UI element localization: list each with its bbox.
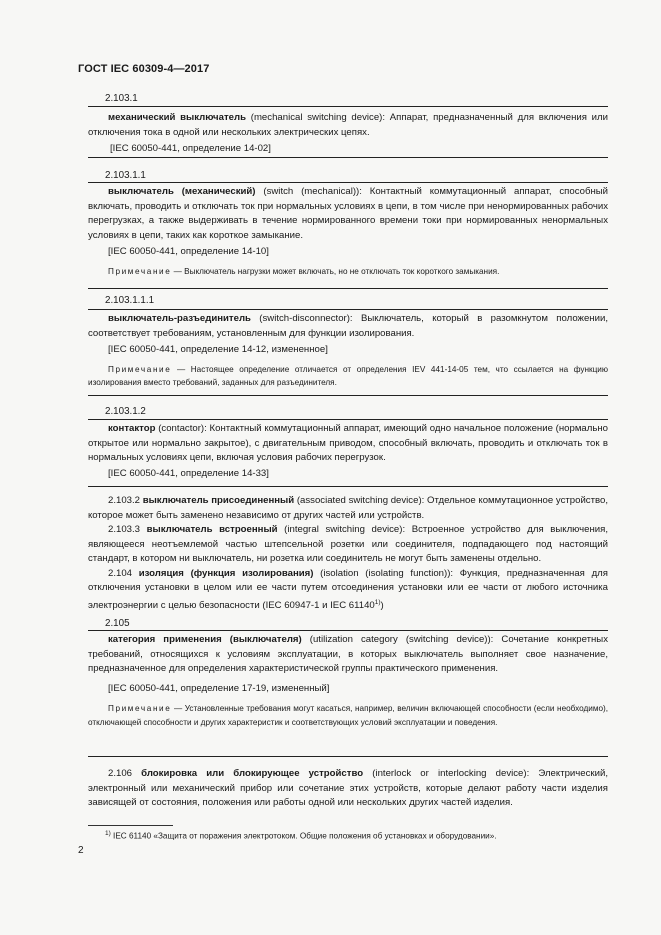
- clause-number: 2.105: [105, 618, 130, 629]
- footnote-mark: 1): [374, 598, 381, 606]
- note: Примечание — Установленные требования могут касаться, например, величин включающей способности (если необходимо), отключающей способности и других характеристик и соответствующих условий эксплуатации и поведения.: [88, 704, 608, 727]
- clause-number: 2.103.1.2: [105, 406, 146, 417]
- definition-box: [88, 182, 608, 289]
- definition-box: [88, 106, 608, 158]
- body-text: [88, 494, 608, 613]
- clause-number: 2.103.1.1: [105, 170, 146, 181]
- page-number: 2: [78, 845, 84, 856]
- body-text: [88, 767, 608, 811]
- source-reference: [IEC 60050-441, определение 14-12, измененное]: [108, 344, 328, 355]
- source-reference: [IEC 60050-441, определение 14-10]: [108, 246, 269, 257]
- source-reference: [IEC 60050-441, определение 17-19, измененный]: [108, 682, 330, 694]
- clause-number: 2.103.1: [105, 93, 138, 104]
- term: механический выключатель: [108, 112, 246, 123]
- definition-box: [88, 419, 608, 487]
- definition-text: контактор (contactor): Контактный коммутационный аппарат, имеющий одно начальное положение (нормально открытое или нормально закрытое), с двигательным приводом, способный включать, проводить и отключать ток в нормальных условиях цепи, включая условия рабочих перегрузок.: [88, 423, 608, 463]
- clause-number: 2.103.1.1.1: [105, 295, 155, 306]
- definition-box: [88, 630, 608, 757]
- note: Примечание — Выключатель нагрузки может включать, но не отключать ток короткого замыкания.: [108, 266, 500, 276]
- definition-text: категория применения (выключателя) (utilization category (switching device)): Сочетание конкретных требований, относящихся к условиям эксплуатации, в которых выключатель выполняет свое назначение, предназначенное для определения характеристической группы практического применения.: [88, 634, 608, 674]
- definition-paragraph: 2.103.3 выключатель встроенный (integral switching device): Встроенное устройство для выключения, являющееся неотъемлемой частью штепсельной розетки или соединителя, подпадающего под настоящий стандарт, в котором ни выключатель, ни розетка или соединитель не могут быть заменены отдельно.: [88, 524, 609, 564]
- definition-paragraph: 2.103.2 выключатель присоединенный (associated switching device): Отдельное коммутационное устройство, которое может быть заменено независимо от других частей или устройств.: [88, 495, 608, 521]
- term: выключатель-разъединитель: [108, 313, 251, 324]
- document-header: ГОСТ IEC 60309-4—2017: [78, 63, 210, 75]
- source-reference: [IEC 60050-441, определение 14-33]: [108, 467, 269, 479]
- definition-text: выключатель-разъединитель (switch-disconnector): Выключатель, который в разомкнутом положении, соответствует требованиям, установленным для функции изолирования.: [88, 313, 608, 339]
- footnote-divider: [88, 825, 173, 826]
- note: Примечание — Настоящее определение отличается от определения IEV 441-14-05 тем, что ссылается на функцию изолирования вместо требований, заданных для разъединителя.: [88, 364, 608, 387]
- definition-text: выключатель (механический) (switch (mechanical)): Контактный коммутационный аппарат, способный включать, проводить и отключать ток при нормальных условиях в цепи, в том числе при ненормированных рабочих перегрузках, а также выдерживать в течение нормированного времени токи при нормированных ненормальных условиях в цепи, таких как короткое замыкание.: [88, 186, 608, 241]
- definition-box: [88, 309, 608, 396]
- definition-paragraph: 2.104 изоляция (функция изолирования) (isolation (isolating function)): Функция, предназначенная для отключения установки в целом или ее части путем отсоединения установки или ее части от любого источника электроэнергии с целью безопасности (IEC 60947-1 и IEC 61140$^{1)}$): [88, 567, 608, 611]
- source-reference: [IEC 60050-441, определение 14-02]: [110, 143, 271, 154]
- term: контактор: [108, 423, 156, 434]
- definition-text: механический выключатель (mechanical switching device): Аппарат, предназначенный для включения или отключения тока в одной или нескольких электрических цепях.: [88, 112, 608, 138]
- definition-paragraph: 2.106 блокировка или блокирующее устройство (interlock or interlocking device): Электрический, электронный или механический прибор или сочетание этих устройств, которые делают работу части изделия зависящей от состояния, положения или работы одной или нескольких других частей изделия.: [88, 768, 608, 808]
- term: категория применения (выключателя): [108, 634, 302, 645]
- term: выключатель (механический): [108, 186, 256, 197]
- footnote: $^{1)}$ IEC 61140 «Защита от поражения электротоком. Общие положения об установках и оборудовании».: [105, 830, 497, 841]
